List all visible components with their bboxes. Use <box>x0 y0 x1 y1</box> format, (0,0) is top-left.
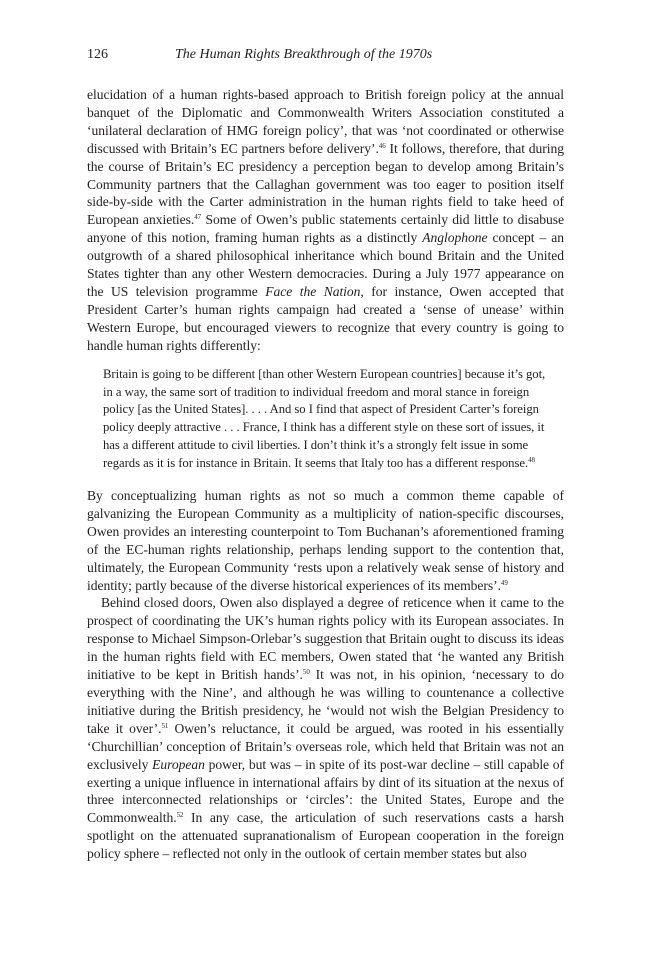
paragraph-2-text: By conceptualizing human rights as not so much a common theme capable of galvanizing the European Community as a multiplicity of nation-specific discourses, Owen provides an interesting counterpoint to Tom Buchanan’s aforementioned framing of the EC-human rights relationship, perhaps lending support to the contention that, ultimately, the European Community ‘rests upon a relatively weak sense of history and identity; partly because of the diverse historical experiences of its members’. <box>87 488 564 593</box>
paragraph-1-text-5: , for instance, Owen accepted that President Carter’s human rights campaign had created a ‘sense of unease’ within Western Europe, but encouraged viewers to recognize that every country is going to handle human rights differently: <box>87 283 564 353</box>
paragraph-3-text-5: In any case, the articulation of such reservations casts a harsh spotlight on the attenuated supranationalism of European cooperation in the foreign policy sphere – reflected not only in the outlook of certain member states but also <box>87 810 564 862</box>
paragraph-1 <box>87 86 564 355</box>
paragraph-2 <box>87 487 564 594</box>
emphasis-anglophone: Anglophone <box>422 230 488 246</box>
block-quote-text: Britain is going to be different [than other Western European countries] because it’s got, in a way, the same sort of tradition to individual freedom and moral stance in foreign policy [as the United States]. . . . And so I find that aspect of President Carter’s foreign policy deeply attractive . . . France, I think has a different style on these sort of issues, it has a different attitude to civil liberties. I don’t think it’s a strongly felt issue in some regards as it is for instance in Britain. It seems that Italy too has a different response. <box>103 366 546 471</box>
footnote-ref-46[interactable]: 46 <box>378 141 386 150</box>
paragraph-3-text-2: It was not, in his opinion, ‘necessary to do everything with the Nine’, and although he was willing to countenance a collective initiative during the British presidency, he ‘would not wish the Belgian Presidency to take it over’. <box>87 667 564 736</box>
block-quote-paragraph <box>103 366 546 473</box>
footnote-ref-47[interactable]: 47 <box>194 213 202 222</box>
footnote-ref-52[interactable]: 52 <box>176 811 184 820</box>
paragraph-3-text-3: Owen’s reluctance, it could be argued, was rooted in his essentially ‘Churchillian’ conception of Britain’s overseas role, which held that Britain was not an exclusively <box>87 720 564 772</box>
footnote-ref-51[interactable]: 51 <box>161 721 169 730</box>
footnote-ref-48[interactable]: 48 <box>528 456 535 465</box>
paragraph-1-text-4: concept – an outgrowth of a shared philosophical inheritance which bound Britain and the United States tighter than any other Western democracies. During a July 1977 appearance on the US television programme <box>87 230 564 299</box>
paragraph-1-text-3: Some of Owen’s public statements certainly did little to disabuse anyone of this notion, framing human rights as a distinctly <box>87 212 565 246</box>
footnote-ref-49[interactable]: 49 <box>500 578 508 587</box>
paragraph-1-text-1: elucidation of a human rights-based approach to British foreign policy at the annual banquet of the Diplomatic and Commonwealth Writers Association constituted a ‘unilateral declaration of HMG foreign policy’, that was ‘not coordinated or otherwise discussed with Britain’s EC partners before delivery’. <box>87 87 564 156</box>
footnote-ref-50[interactable]: 50 <box>302 668 310 677</box>
paragraph-3 <box>87 594 564 863</box>
block-quote <box>103 366 546 473</box>
main-text <box>87 86 564 863</box>
paragraph-3-text-1: Behind closed doors, Owen also displayed a degree of reticence when it came to the prospect of coordinating the UK’s human rights policy with its European associates. In response to Michael Simpson-Orlebar’s suggestion that Britain ought to discuss its ideas in the human rights field with EC members, Owen stated that ‘he wanted any British initiative to be kept in British hands’. <box>87 595 564 683</box>
paragraph-1-text-2: It follows, therefore, that during the course of Britain’s EC presidency a perception began to develop among Britain’s Community partners that the Callaghan government was too eager to position itself side-by-side with the Carter administration in the human rights field to take heed of European anxieties. <box>87 140 564 228</box>
page-header <box>87 47 563 67</box>
running-title: The Human Rights Breakthrough of the 1970s <box>175 47 433 62</box>
emphasis-european: European <box>152 756 205 772</box>
emphasis-face-the-nation: Face the Nation <box>265 283 361 299</box>
paragraph-3-text-4: power, but was – in spite of its post-war decline – still capable of exerting a unique influence in international affairs by dint of its situation at the nexus of three interconnected relationships or ‘circles’: the United States, Europe and the Commonwealth. <box>87 756 565 826</box>
page-number: 126 <box>87 47 108 62</box>
